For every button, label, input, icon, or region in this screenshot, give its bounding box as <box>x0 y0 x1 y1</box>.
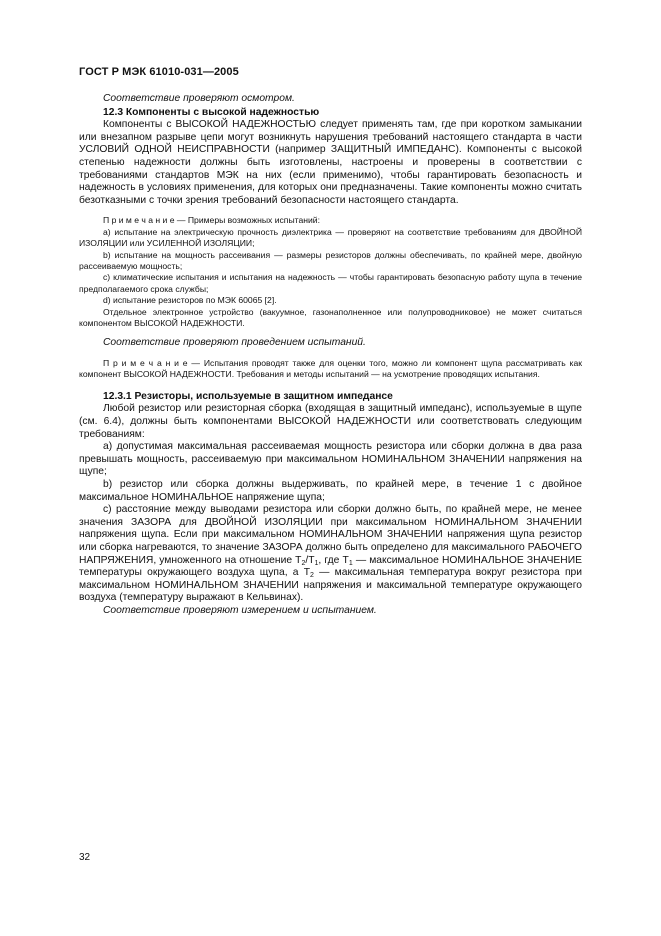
subscript-2b: 2 <box>310 572 314 580</box>
note-electronic-device: Отдельное электронное устройство (вакуумное, газонаполненное или полупроводниковое) не может считаться компонентом ВЫСОКОЙ НАДЕЖНОСТИ. <box>79 306 582 328</box>
paragraph-resistors: Любой резистор или резисторная сборка (входящая в защитный импеданс), используемые в щупе (см. 6.4), должны быть компонентами ВЫСОКОЙ НАДЕЖНОСТИ или соответствовать следующим требованиям: <box>79 403 582 440</box>
paragraph-high-reliability: Компоненты с ВЫСОКОЙ НАДЕЖНОСТЬЮ следует применять там, где при коротком замыкании или внезапном разрыве цепи могут возникнуть нарушения требований настоящего стандарта в части УСЛОВИЙ ОДНОЙ НЕИСПРАВНОСТИ (например ЗАЩИТНЫЙ ИМПЕДАНС). Компоненты с высокой степенью надежности должны быть изготовлены, настроены и проверены в соответствии с требованиями стандартов МЭК на них (если применимо), чтобы гарантировать безопасность и надежность в условиях применения, для которых они предназначены. Такие компоненты можно считать безотказными с точки зрения требований безопасности настоящего стандарта. <box>79 119 582 206</box>
compliance-text-tests: Соответствие проверяют проведением испытаний. <box>103 337 366 349</box>
item-c-text-2: , где T <box>318 554 349 566</box>
note-item-d: d) испытание резисторов по МЭК 60065 [2]. <box>103 295 277 306</box>
compliance-text-inspection: Соответствие проверяют осмотром. <box>103 93 295 104</box>
note-item-c: с) климатические испытания и испытания на надежность — чтобы гарантировать безопасную работу щупа в течение предполагаемого срока службы; <box>79 272 582 294</box>
subscript-1: 1 <box>314 559 319 567</box>
item-c-text-3: — максимальное НОМИНАЛЬНОЕ ЗНАЧЕНИЕ температуры окружающего воздуха щупа, а T <box>79 554 583 579</box>
document-header: ГОСТ Р МЭК 61010-031—2005 <box>79 66 239 78</box>
item-c-slash: /T <box>305 554 315 566</box>
subscript-2: 2 <box>301 559 306 567</box>
note-heading: П р и м е ч а н и е — Примеры возможных испытаний: <box>103 215 320 226</box>
list-item-a: а) допустимая максимальная рассеиваемая мощность резистора или сборки должна в два раза превышать мощность, рассеиваемую при максимальном НОМИНАЛЬНОМ ЗНАЧЕНИИ напряжения на щупе; <box>79 441 582 478</box>
note-test-evaluation: П р и м е ч а н и е — Испытания проводят также для оценки того, можно ли компонент щупа рассматривать как компонент ВЫСОКОЙ НАДЕЖНОСТИ. Требования и методы испытаний — на усмотрение проводящих испытания. <box>79 358 582 380</box>
list-item-c <box>79 504 582 605</box>
item-c-text-4: — максимальная температура вокруг резистора при максимальном НОМИНАЛЬНОМ ЗНАЧЕНИИ напряжения и максимальной температуре окружающего воздуха (температуру выражают в Кельвинах). <box>79 567 582 604</box>
section-heading-12-3-1: 12.3.1 Резисторы, используемые в защитном импедансе <box>103 390 393 402</box>
subscript-1b: 1 <box>348 559 353 567</box>
compliance-text-measurement: Соответствие проверяют измерением и испытанием. <box>103 604 377 616</box>
page-number: 32 <box>79 852 91 863</box>
list-item-b: b) резистор или сборка должны выдерживать, по крайней мере, в течение 1 с двойное максимальное НОМИНАЛЬНОЕ напряжение щупа; <box>79 478 582 503</box>
page-content <box>79 93 582 618</box>
item-c-text-1: с) расстояние между выводами резистора или сборки должно быть, по крайней мере, не менее значения ЗАЗОРА для ДВОЙНОЙ ИЗОЛЯЦИИ при максимальном НОМИНАЛЬНОМ ЗНАЧЕНИИ напряжения щупа. Если при максимальном НОМИНАЛЬНОМ ЗНАЧЕНИИ напряжения щупа резистор или сборка нагреваются, то значение ЗАЗОРА должно быть определено для максимального РАБОЧЕГО НАПРЯЖЕНИЯ, умноженного на отношение T <box>79 504 582 566</box>
note-item-b: b) испытание на мощность рассеивания — размеры резисторов должны обеспечивать, по крайней мере, двойную рассеиваемую мощность; <box>79 249 582 271</box>
note-item-a: а) испытание на электрическую прочность диэлектрика — проверяют на соответствие требованиям для ДВОЙНОЙ ИЗОЛЯЦИИ или УСИЛЕННОЙ ИЗОЛЯЦИИ; <box>79 226 582 249</box>
section-heading-12-3: 12.3 Компоненты с высокой надежностью <box>103 106 320 118</box>
